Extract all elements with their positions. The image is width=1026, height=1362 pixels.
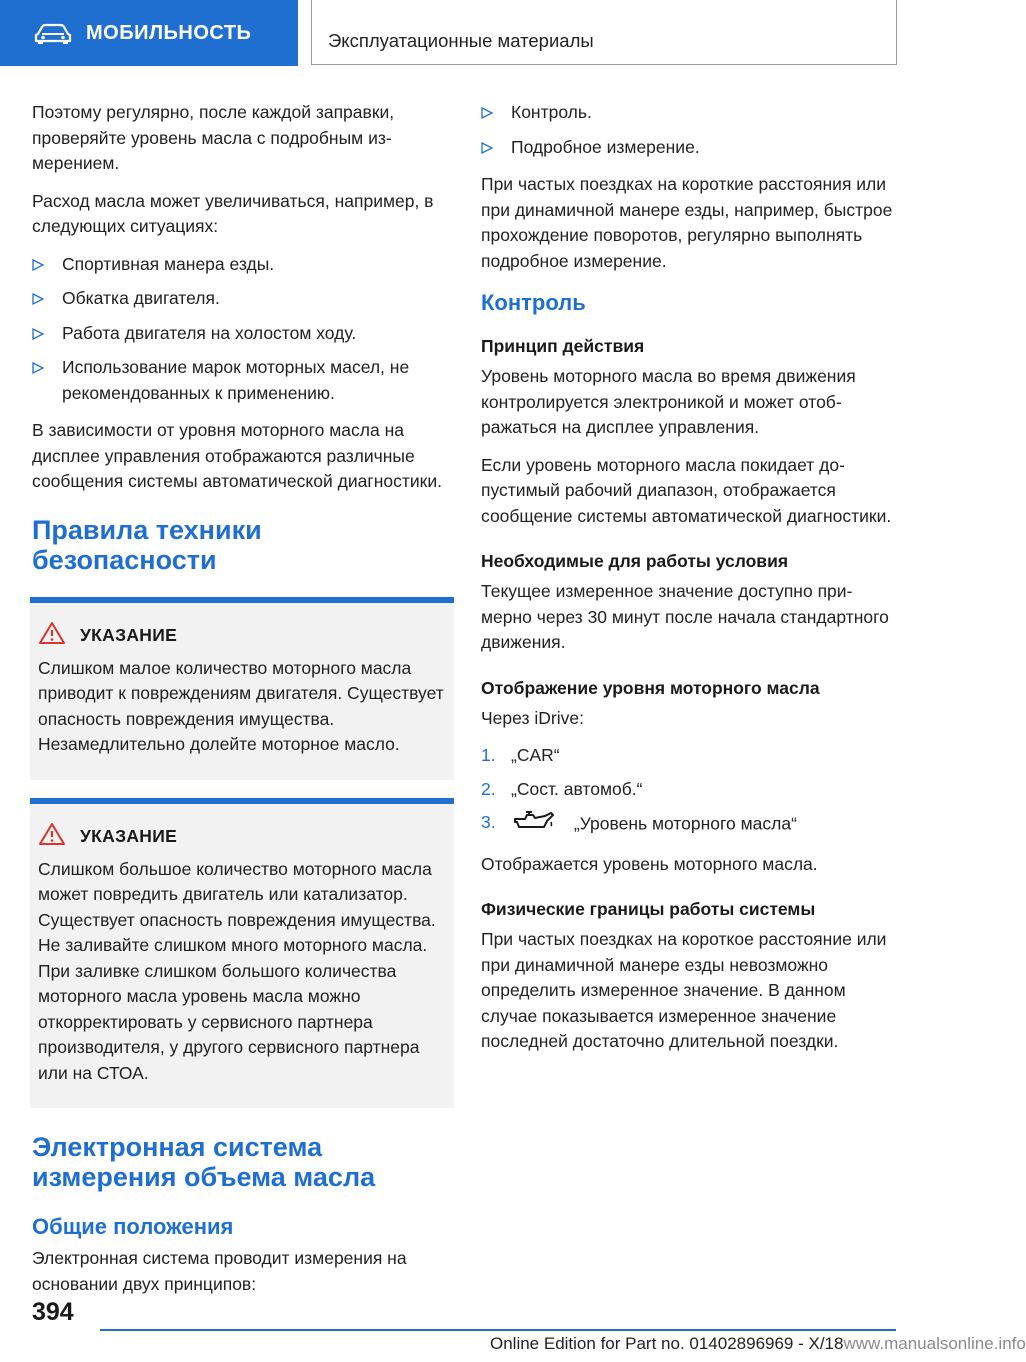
triangle-bullet-icon — [481, 107, 493, 119]
footer-edition — [490, 1334, 1026, 1354]
heading-conditions: Необходимые для работы условия — [481, 551, 789, 571]
list-item — [481, 810, 896, 840]
numbered-list — [481, 743, 896, 840]
triangle-bullet-icon — [32, 362, 44, 374]
list-item-text: Использование марок моторных масел, не рекомендованных к применению. — [62, 357, 410, 403]
car-icon — [34, 24, 72, 49]
warning-triangle-icon — [38, 621, 68, 650]
paragraph: Расход масла может увеличиваться, например, в следующих ситуациях: — [32, 190, 434, 236]
chapter-header — [311, 0, 897, 65]
heading-display: Отображение уровня моторного масла — [481, 677, 820, 698]
edition-text: Online Edition for Part no. 01402896969 - X/18 — [490, 1334, 844, 1353]
list-item — [32, 286, 450, 312]
section-title: МОБИЛЬНОСТЬ — [86, 22, 252, 44]
page-number: 394 — [32, 1298, 74, 1326]
triangle-bullet-icon — [32, 293, 44, 305]
heading-limits: Физические границы работы системы — [481, 899, 816, 919]
list-item — [32, 252, 450, 278]
paragraph: Поэтому регулярно, после каждой заправки, проверяйте уровень масла с подробным измерением. — [32, 102, 395, 173]
list-item — [32, 321, 450, 347]
paragraph: Отображается уровень моторного масла. — [481, 853, 818, 874]
heading-general: Общие положения — [32, 1214, 234, 1239]
list-item-text: Спортивная манера езды. — [62, 253, 275, 274]
right-column — [481, 100, 896, 1067]
heading-control: Контроль — [481, 290, 586, 315]
warning-box — [30, 597, 454, 780]
list-item — [481, 100, 896, 126]
bullet-list — [481, 100, 896, 160]
chapter-title: Эксплуатационные материалы — [328, 30, 594, 51]
list-item-text: Работа двигателя на холостом ходу. — [62, 322, 357, 343]
paragraph: Уровень моторного масла во время движения контролируется электроникой и может отображаться на дисплее управления. — [481, 366, 856, 437]
footer-divider — [100, 1329, 896, 1331]
oil-can-icon — [511, 810, 555, 840]
section-tab — [0, 0, 298, 66]
paragraph: В зависимости от уровня моторного масла на дисплее управления отображаются различные сообщения системы автоматической диагностики. — [32, 420, 442, 491]
warning-title: УКАЗАНИЕ — [80, 624, 178, 645]
step-text: „Сост. автомоб.“ — [511, 778, 643, 799]
paragraph: Текущее измеренное значение доступно примерно через 30 минут после начала стандартного движения. — [481, 581, 889, 652]
list-item — [32, 355, 450, 406]
warning-text: Слишком малое количество моторного масла приводит к повреждениям двигателя. Существует опасность повреждения имущества. Незамедлительно долейте моторное масло. — [38, 657, 444, 754]
bullet-list — [32, 252, 450, 407]
list-item — [481, 135, 896, 161]
warning-text: Слишком большое количество моторного масла может повредить двигатель или катализатор. Существует опасность повреждения имущества. Не заливайте слишком много моторного масла. При заливке слишком большого количества моторного масла уровень масла можно откорректировать у сервисного партнера производителя, у другого сервисного партнера или на СТОА. — [38, 858, 436, 1083]
paragraph: Электронная система проводит измерения на основании двух принципов: — [32, 1248, 407, 1294]
step-text: „Уровень моторного масла“ — [573, 813, 797, 834]
list-item — [481, 777, 896, 803]
step-number: 1. — [481, 745, 496, 765]
paragraph: Через iDrive: — [481, 707, 584, 728]
heading-safety: Правила техники безопасности — [32, 514, 262, 575]
step-number: 2. — [481, 778, 496, 799]
left-column — [32, 100, 450, 1309]
heading-electronic-system: Электронная система измерения объема масла — [32, 1132, 376, 1192]
list-item-text: Контроль. — [511, 102, 592, 122]
warning-box — [30, 798, 454, 1109]
warning-title: УКАЗАНИЕ — [80, 825, 178, 846]
triangle-bullet-icon — [32, 328, 44, 340]
triangle-bullet-icon — [481, 142, 493, 154]
step-number: 3. — [481, 812, 496, 832]
list-item — [481, 743, 896, 769]
paragraph: При частых поездках на короткое расстояние или при динамичной манере езды невозможно определить измеренное значение. В данном случае показывается измеренное значение последней достаточно длительной поездки. — [481, 929, 887, 1051]
list-item-text: Подробное измерение. — [511, 136, 700, 157]
step-text: „CAR“ — [511, 745, 560, 765]
list-item-text: Обкатка двигателя. — [62, 288, 220, 308]
paragraph: При частых поездках на короткие расстояния или при динамичной манере езды, например, быстрое прохождение поворотов, регулярно выполнять подробное измерение. — [481, 174, 893, 271]
heading-principle: Принцип действия — [481, 336, 645, 356]
watermark-site: www.manualsonline.info — [843, 1334, 1026, 1353]
paragraph: Если уровень моторного масла покидает допустимый рабочий диапазон, отображается сообщение системы автоматической диагностики. — [481, 454, 892, 526]
triangle-bullet-icon — [32, 259, 44, 271]
warning-triangle-icon — [38, 822, 68, 851]
